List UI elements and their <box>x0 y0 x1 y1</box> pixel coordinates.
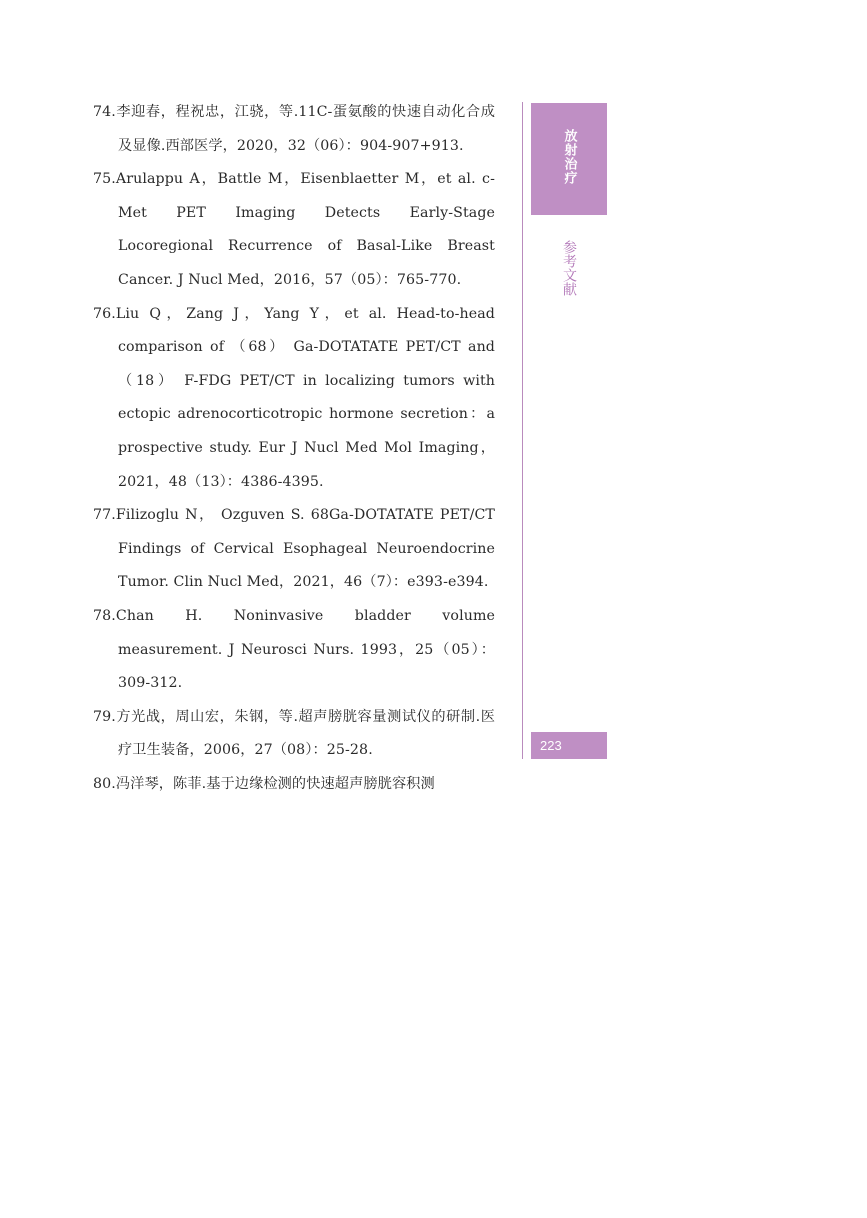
reference-text: Liu Q，Zang J，Yang Y，et al. Head-to-head comparison of （68） Ga-DOTATATE PET/CT and （18） F-FDG PET/CT in localizing tumors with ectopic adrenocorticotropic hormone secretion：a prospective study. Eur J Nucl Med Mol Imaging，2021，48（13）：4386-4395. <box>115 305 495 490</box>
reference-item-77 <box>93 499 495 600</box>
reference-item-76 <box>93 298 495 500</box>
reference-text: 方光战，周山宏，朱钢，等.超声膀胱容量测试仪的研制.医疗卫生装备，2006，27（08）：25-28. <box>115 708 495 759</box>
reference-number: 75. <box>93 171 116 188</box>
reference-item-74 <box>93 96 495 163</box>
reference-number: 77. <box>93 507 116 524</box>
page-number: 223 <box>531 732 607 759</box>
reference-text: Filizoglu N， Ozguven S. 68Ga-DOTATATE PET/CT Findings of Cervical Esophageal Neuroendocrine Tumor. Clin Nucl Med，2021，46（7）：e393-e394. <box>115 507 495 591</box>
chapter-tab <box>531 103 607 215</box>
reference-list <box>93 96 495 801</box>
reference-item-75 <box>93 163 495 297</box>
section-tab <box>531 240 607 296</box>
reference-number: 78. <box>93 607 116 624</box>
reference-number: 74. <box>93 104 116 120</box>
reference-text: 李迎春，程祝忠，江骁，等.11C-蛋氨酸的快速自动化合成及显像.西部医学，2020，32（06）：904-907+913. <box>115 104 495 154</box>
reference-item-80 <box>93 768 495 802</box>
section-title: 参考文献 <box>561 240 577 296</box>
chapter-title: 放射治疗 <box>561 129 577 185</box>
sidebar-divider <box>522 102 523 759</box>
reference-item-78 <box>93 600 495 701</box>
reference-number: 76. <box>93 305 116 322</box>
reference-item-79 <box>93 701 495 768</box>
reference-text: Arulappu A，Battle M，Eisenblaetter M，et al. c-Met PET Imaging Detects Early-Stage Locoregional Recurrence of Basal-Like Breast Cancer. J Nucl Med，2016，57（05）：765-770. <box>115 171 495 288</box>
reference-text: 冯洋琴，陈菲.基于边缘检测的快速超声膀胱容积测 <box>115 775 435 792</box>
reference-number: 80. <box>93 775 116 792</box>
reference-number: 79. <box>93 708 116 725</box>
reference-text: Chan H. Noninvasive bladder volume measurement. J Neurosci Nurs. 1993，25（05）：309-312. <box>115 607 495 692</box>
